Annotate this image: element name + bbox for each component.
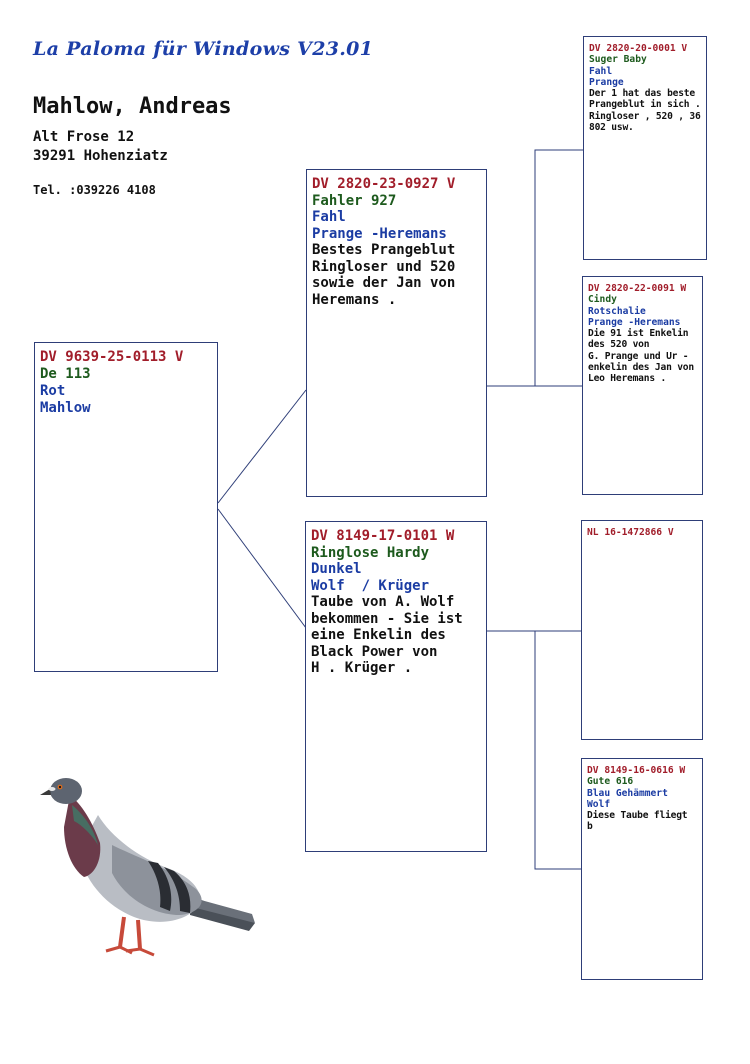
- pigeon-notes: Die 91 ist Enkelin des 520 von G. Prange und Ur - enkelin des Jan von Leo Heremans .: [588, 328, 694, 385]
- card-father[interactable]: [306, 169, 487, 497]
- pigeon-breed: Wolf: [587, 798, 611, 810]
- pigeon-color: Blau Gehämmert: [587, 787, 668, 799]
- card-paternal-grandmother[interactable]: [582, 276, 703, 495]
- pigeon-color: Fahl: [312, 209, 346, 225]
- card-mother[interactable]: [305, 521, 487, 852]
- app-title: La Paloma für Windows V23.01: [33, 38, 374, 60]
- pigeon-notes: Taube von A. Wolf bekommen - Sie ist eine Enkelin des Black Power von H . Krüger .: [311, 594, 463, 676]
- owner-street: Alt Frose 12: [33, 129, 135, 145]
- pigeon-name: Cindy: [588, 294, 617, 306]
- pigeon-color: Fahl: [589, 65, 613, 77]
- pigeon-breed: Prange -Heremans: [312, 225, 447, 242]
- pigeon-color: Rotschalie: [588, 305, 646, 317]
- connector-subject-father: [218, 390, 306, 503]
- card-subject[interactable]: [34, 342, 218, 672]
- pigeon-breed: Wolf / Krüger: [311, 577, 430, 594]
- pigeon-icon: [40, 765, 265, 975]
- owner-phone: Tel. :039226 4108: [33, 183, 156, 197]
- pigeon-name: De 113: [40, 366, 91, 382]
- owner-city: 39291 Hohenziatz: [33, 148, 168, 164]
- pigeon-notes: Diese Taube fliegt b: [587, 810, 693, 833]
- pigeon-color: Rot: [40, 383, 66, 399]
- pigeon-color: Dunkel: [311, 561, 362, 577]
- connector-subject-mother: [218, 509, 306, 628]
- card-paternal-grandfather[interactable]: [583, 36, 707, 260]
- ring-number: DV 8149-16-0616 W: [587, 765, 686, 776]
- ring-number: DV 2820-22-0091 W: [588, 283, 687, 294]
- owner-name: Mahlow, Andreas: [33, 94, 232, 119]
- card-maternal-grandmother[interactable]: [581, 758, 703, 980]
- pigeon-breed: Prange: [589, 76, 624, 88]
- pigeon-name: Suger Baby: [589, 54, 647, 66]
- pigeon-notes: Bestes Prangeblut Ringloser und 520 sowie der Jan von Heremans .: [312, 242, 456, 308]
- connector-mother-grandparents: [487, 631, 583, 869]
- pigeon-name: Gute 616: [587, 776, 634, 788]
- ring-number: DV 8149-17-0101 W: [311, 528, 455, 544]
- ring-number: NL 16-1472866 V: [587, 527, 674, 538]
- pigeon-name: Ringlose Hardy: [311, 544, 430, 561]
- pigeon-name: Fahler 927: [312, 192, 397, 209]
- ring-number: DV 9639-25-0113 V: [40, 349, 184, 365]
- pigeon-breed: Mahlow: [40, 400, 91, 416]
- connector-father-grandparents: [487, 150, 583, 386]
- ring-number: DV 2820-23-0927 V: [312, 176, 456, 192]
- pigeon-breed: Prange -Heremans: [588, 316, 681, 328]
- pigeon-notes: Der 1 hat das beste Prangeblut in sich . Ringloser , 520 , 36 802 usw.: [589, 88, 701, 134]
- ring-number: DV 2820-20-0001 V: [589, 43, 688, 54]
- card-maternal-grandfather[interactable]: [581, 520, 703, 740]
